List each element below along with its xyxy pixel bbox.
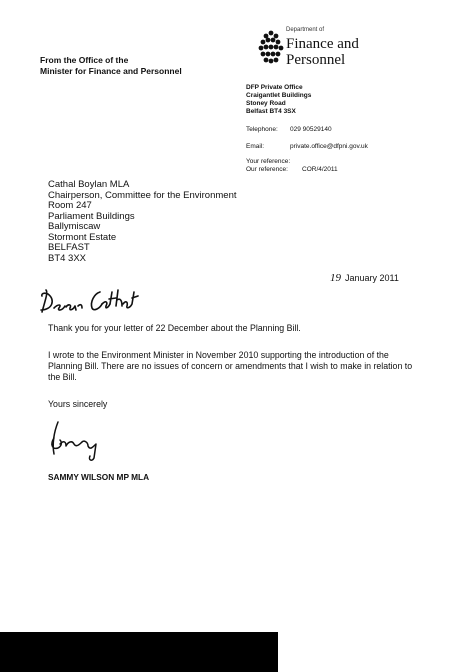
logo-line: Finance and xyxy=(286,36,359,52)
recipient-line: BT4 3XX xyxy=(48,252,87,264)
closing-text: Yours sincerely xyxy=(48,399,108,409)
footer-bar xyxy=(0,632,278,672)
telephone-row xyxy=(246,126,332,133)
sender-line: From the Office of the xyxy=(40,55,129,65)
telephone-value: 029 90529140 xyxy=(290,126,332,133)
sender-line: Minister for Finance and Personnel xyxy=(40,66,182,76)
paragraph-main: I wrote to the Environment Minister in November 2010 supporting the introduction of the Planning Bill. There are no issues of concern or amendments that I wish to make in relation to the Bill. xyxy=(48,350,413,382)
logo-small-text: Department of xyxy=(286,27,325,33)
recipient-line: Stormont Estate xyxy=(48,231,117,243)
sender-block xyxy=(40,55,182,77)
handwritten-salutation xyxy=(38,286,148,318)
email-label: Email: xyxy=(246,143,265,150)
address-line: Stoney Road xyxy=(246,100,286,107)
email-value: private.office@dfpni.gov.uk xyxy=(290,143,368,150)
logo-wordmark xyxy=(286,36,359,68)
paragraph-thanks: Thank you for your letter of 22 December about the Planning Bill. xyxy=(48,323,301,333)
address-line: DFP Private Office xyxy=(246,84,303,91)
references-block xyxy=(246,158,338,174)
address-line: Belfast BT4 3SX xyxy=(246,108,296,115)
recipient-line: BELFAST xyxy=(48,242,90,253)
recipient-line: Room 247 xyxy=(48,200,92,211)
logo-line: Personnel xyxy=(286,52,346,68)
recipient-line: Ballymiscaw xyxy=(48,221,101,232)
handwritten-signature xyxy=(44,418,114,463)
date-day: 19 xyxy=(330,272,341,284)
date-month-year: January 2011 xyxy=(345,273,399,283)
our-reference-row xyxy=(246,166,338,174)
your-reference-row xyxy=(246,158,338,166)
email-row xyxy=(246,143,368,150)
our-reference-label: Our reference: xyxy=(246,166,288,173)
recipient-line: Parliament Buildings xyxy=(48,210,135,222)
office-address xyxy=(246,84,311,116)
letter-date xyxy=(330,272,399,284)
recipient-address xyxy=(48,180,237,264)
recipient-line: Chairperson, Committee for the Environment xyxy=(48,189,237,201)
address-line: Craigantlet Buildings xyxy=(246,92,312,99)
our-reference-value: COR/4/2011 xyxy=(302,166,338,173)
telephone-label: Telephone: xyxy=(246,126,278,133)
your-reference-label: Your reference: xyxy=(246,158,291,165)
signer-name: SAMMY WILSON MP MLA xyxy=(48,472,150,482)
recipient-line: Cathal Boylan MLA xyxy=(48,179,130,190)
